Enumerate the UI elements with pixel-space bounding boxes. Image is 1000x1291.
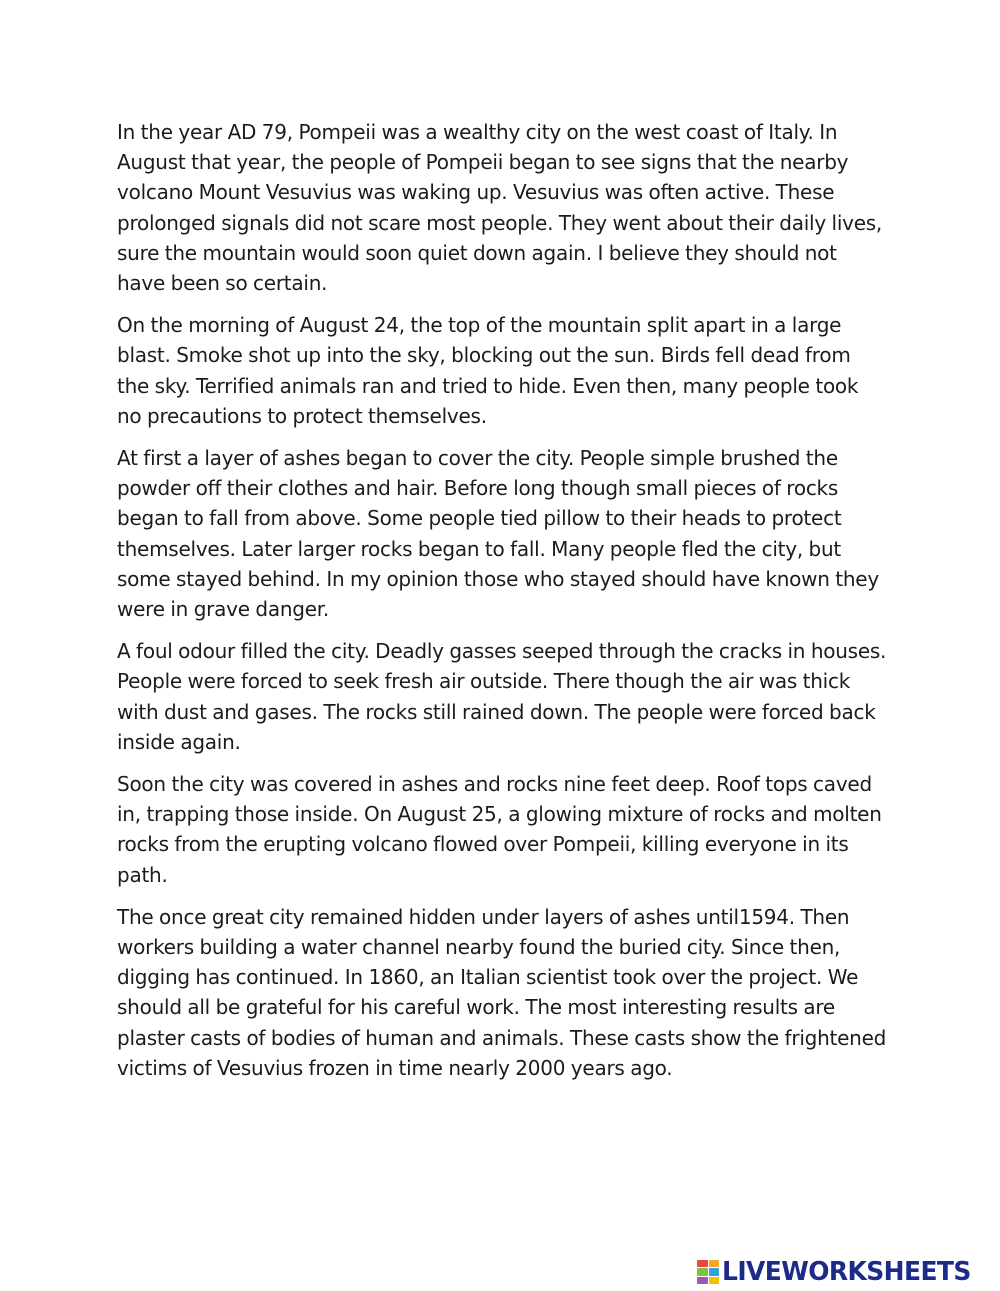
logo-tile-icon xyxy=(697,1277,708,1284)
logo-tile-icon xyxy=(697,1268,708,1275)
logo-tile-icon xyxy=(709,1268,720,1275)
paragraph-5: Soon the city was covered in ashes and rocks nine feet deep. Roof tops caved in, trapping those inside. On August 25, a glowing mixture of rocks and molten rocks from the erupting volcano flowed over Pompeii, killing everyone in its path. xyxy=(117,772,882,887)
logo-text: LIVEWORKSHEETS xyxy=(722,1257,971,1287)
logo-tile-icon xyxy=(709,1260,720,1267)
paragraph-1: In the year AD 79, Pompeii was a wealthy city on the west coast of Italy. In August that year, the people of Pompeii began to see signs that the nearby volcano Mount Vesuvius was waking up. Vesuvius was often active. These prolonged signals did not scare most people. They went about their daily lives, sure the mountain would soon quiet down again. I believe they should not have been so certain. xyxy=(117,120,883,296)
paragraph-6: The once great city remained hidden under layers of ashes until1594. Then workers building a water channel nearby found the buried city. Since then, digging has continued. In 1860, an Italian scientist took over the project. We should all be grateful for his careful work. The most interesting results are plaster casts of bodies of human and animals. These casts show the frightened victims of Vesuvius frozen in time nearly 2000 years ago. xyxy=(117,904,887,1080)
paragraph-3: At first a layer of ashes began to cover the city. People simple brushed the powder off their clothes and hair. Before long though small pieces of rocks began to fall from above. Some people tied pillow to their heads to protect themselves. Later larger rocks began to fall. Many people fled the city, but some stayed behind. In my opinion those who stayed should have known they were in grave danger. xyxy=(117,446,879,622)
paragraph-4: A foul odour filled the city. Deadly gasses seeped through the cracks in houses. People were forced to seek fresh air outside. There though the air was thick with dust and gases. The rocks still rained down. The people were forced back inside again. xyxy=(117,639,887,754)
liveworksheets-logo-icon xyxy=(697,1260,719,1284)
logo-tile-icon xyxy=(697,1260,708,1267)
paragraph-2: On the morning of August 24, the top of the mountain split apart in a large blast. Smoke shot up into the sky, blocking out the sun. Birds fell dead from the sky. Terrified animals ran and tried to hide. Even then, many people took no precautions to protect themselves. xyxy=(117,313,859,428)
logo-tile-icon xyxy=(709,1277,720,1284)
document-body xyxy=(117,117,887,1095)
liveworksheets-logo xyxy=(697,1254,981,1290)
